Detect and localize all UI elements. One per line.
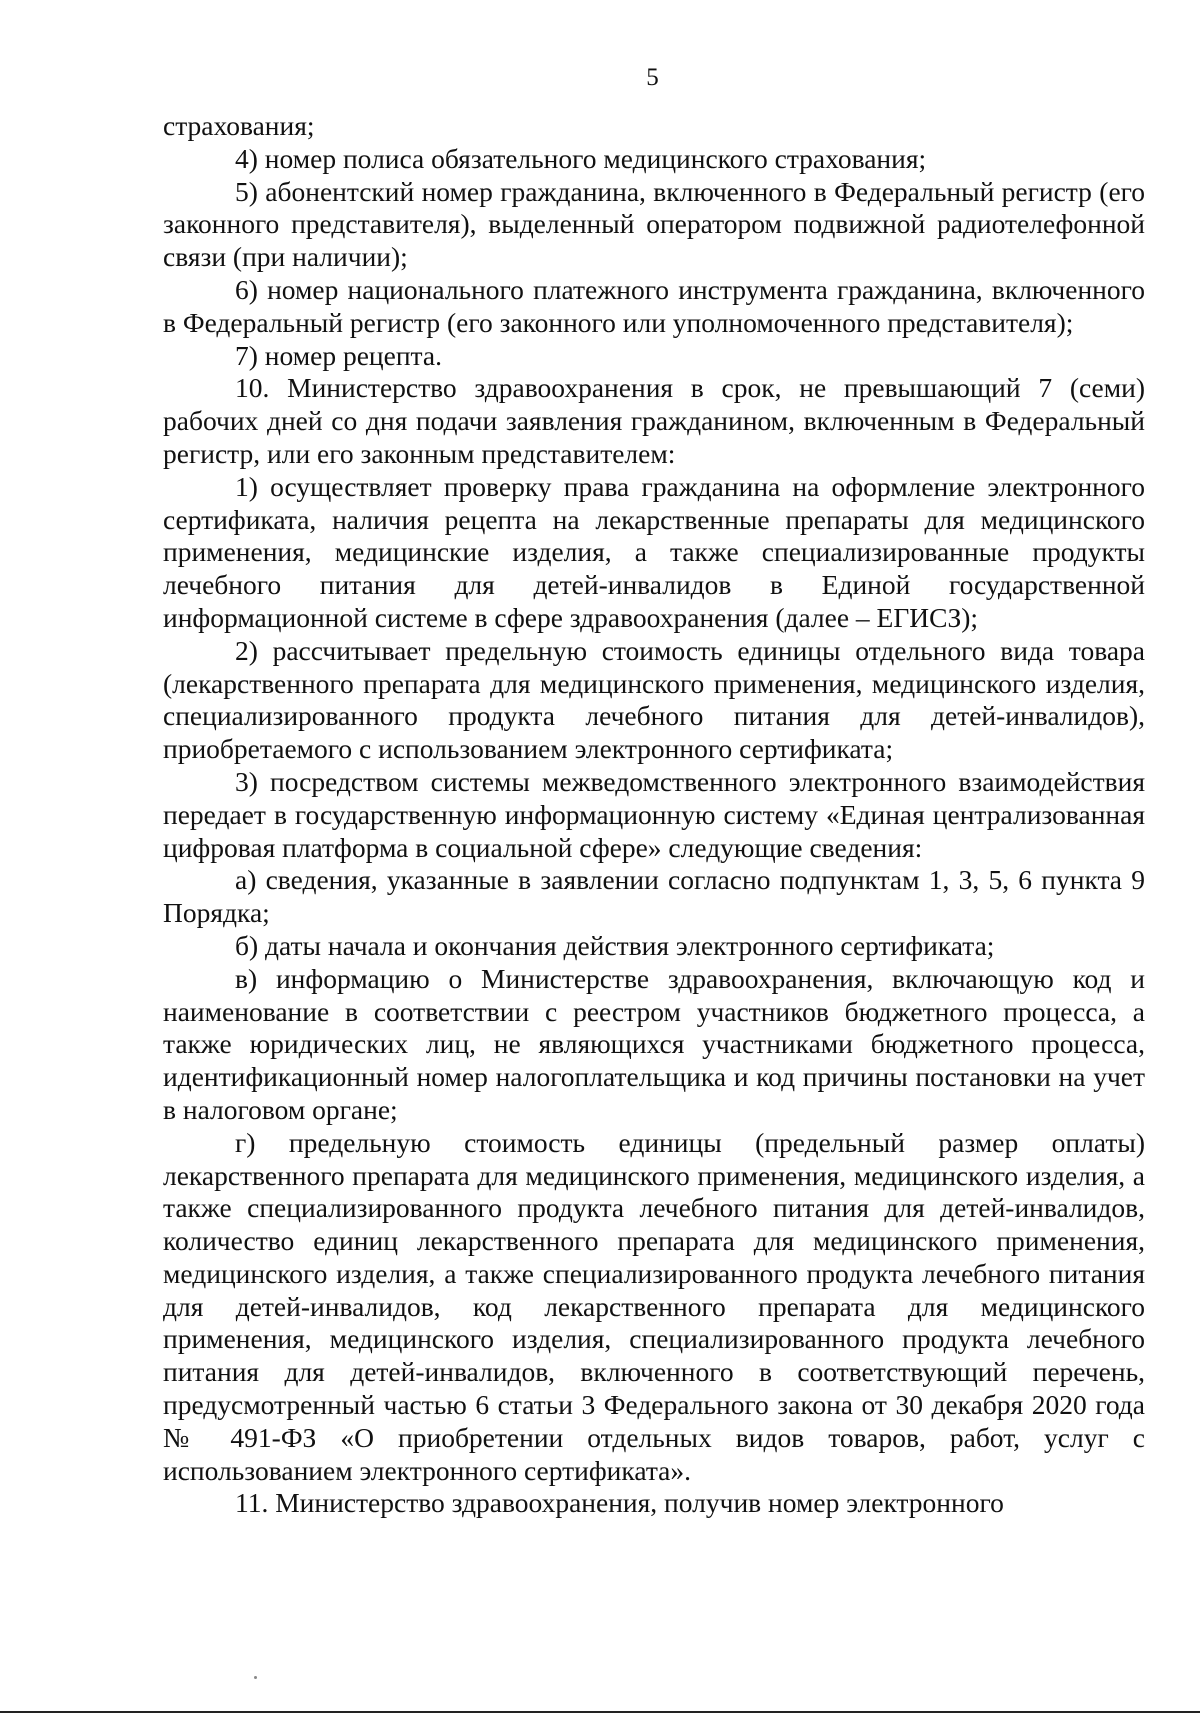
paragraph-item-6: 6) номер национального платежного инструмента гражданина, включенного в Федеральный регистр (его законного или уполномоченного представителя);: [163, 273, 1145, 338]
paragraph-subitem-g: г) предельную стоимость единицы (предельный размер оплаты) лекарственного препарата для медицинского применения, медицинского изделия, а также специализированного продукта лечебного питания для детей-инвалидов, количество единиц лекарственного препарата для медицинского применения, медицинского изделия, а также специализированного продукта лечебного питания для детей-инвалидов, код лекарственного препарата для медицинского применения, медицинского изделия, специализированного продукта лечебного питания для детей-инвалидов, включенного в соответствующий перечень, предусмотренный частью 6 статьи 3 Федерального закона от 30 декабря 2020 года № 491-ФЗ «О приобретении отдельных видов товаров, работ, услуг с использованием электронного сертификата».: [163, 1126, 1145, 1486]
paragraph-subitem-b: б) даты начала и окончания действия электронного сертификата;: [235, 929, 995, 961]
paragraph-subitem-3: 3) посредством системы межведомственного электронного взаимодействия передает в государственную информационную систему «Единая централизованная цифровая платформа в социальной сфере» следующие сведения:: [163, 765, 1145, 863]
paragraph-item-5: 5) абонентский номер гражданина, включенного в Федеральный регистр (его законного представителя), выделенный оператором подвижной радиотелефонной связи (при наличии);: [163, 175, 1145, 273]
page-number: 5: [646, 64, 659, 91]
scan-dot: [254, 1676, 257, 1679]
paragraph-clause-10: 10. Министерство здравоохранения в срок, не превышающий 7 (семи) рабочих дней со дня подачи заявления гражданином, включенным в Федеральный регистр, или его законным представителем:: [163, 372, 1145, 469]
paragraph-subitem-2: 2) рассчитывает предельную стоимость единицы отдельного вида товара (лекарственного препарата для медицинского применения, медицинского изделия, специализированного продукта лечебного питания для детей-инвалидов), приобретаемого с использованием электронного сертификата;: [163, 634, 1145, 765]
paragraph-subitem-1: 1) осуществляет проверку права гражданина на оформление электронного сертификата, наличия рецепта на лекарственные препараты для медицинского применения, медицинские изделия, а также специализированные продукты лечебного питания для детей-инвалидов в Единой государственной информационной системе в сфере здравоохранения (далее – ЕГИСЗ);: [163, 470, 1145, 633]
paragraph-clause-11: 11. Министерство здравоохранения, получив номер электронного: [235, 1487, 1004, 1519]
paragraph-subitem-v: в) информацию о Министерстве здравоохранения, включающую код и наименование в соответствии с реестром участников бюджетного процесса, а также юридических лиц, не являющихся участниками бюджетного процесса, идентификационный номер налогоплательщика и код причины постановки на учет в налоговом органе;: [163, 962, 1145, 1125]
paragraph-item-7: 7) номер рецепта.: [235, 339, 442, 371]
document-body: [163, 110, 1145, 1520]
scan-edge-line: [0, 1711, 1200, 1713]
paragraph-subitem-a: а) сведения, указанные в заявлении согласно подпунктам 1, 3, 5, 6 пункта 9 Порядка;: [163, 864, 1145, 929]
paragraph-item-4: 4) номер полиса обязательного медицинского страхования;: [235, 142, 927, 174]
paragraph-continuation: страхования;: [163, 110, 315, 141]
